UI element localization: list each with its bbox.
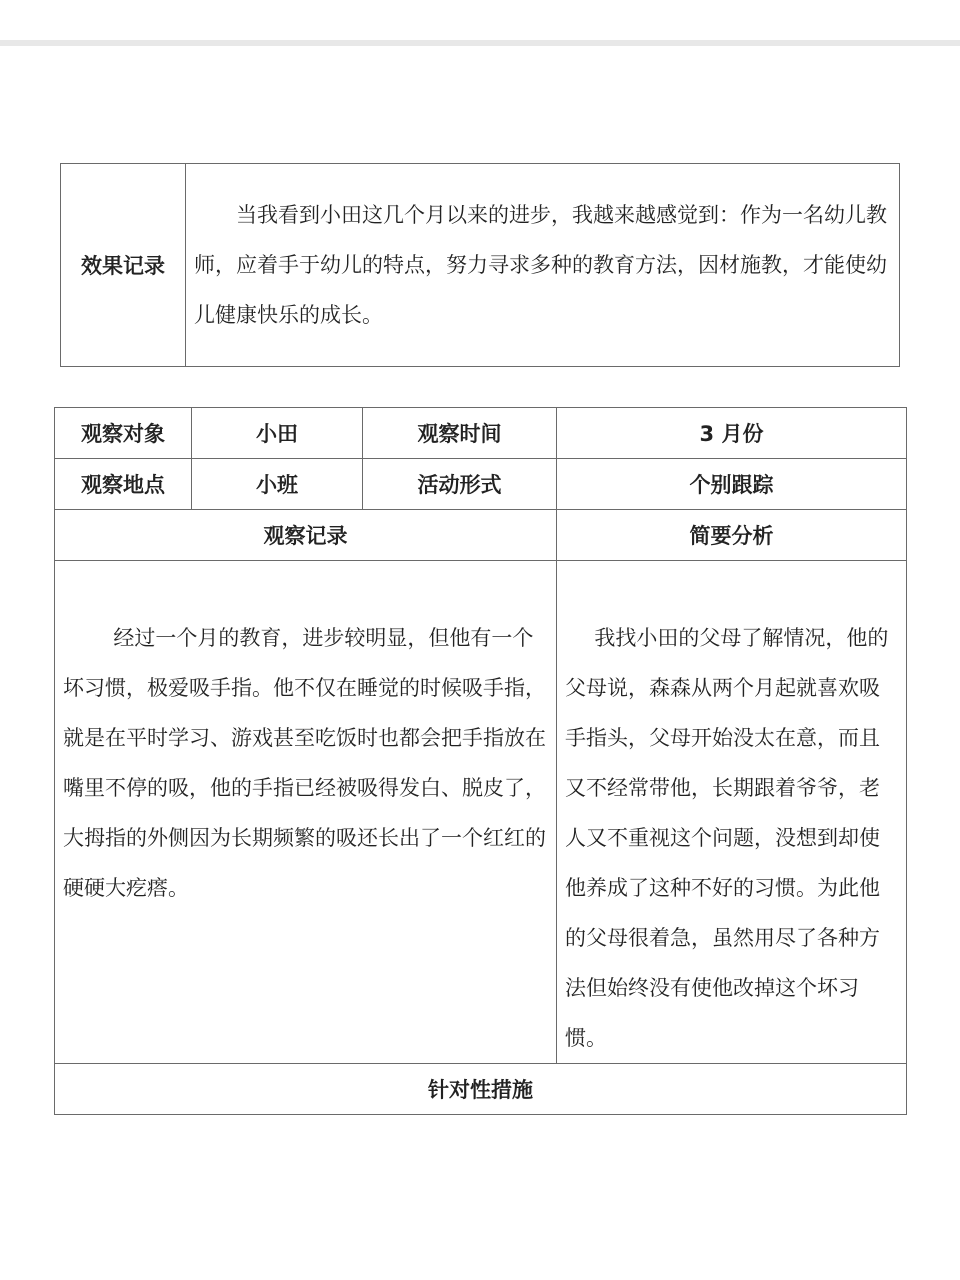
top-divider [0,40,960,46]
observation-subject-value: 小田 [192,408,363,459]
effect-record-text: 当我看到小田这几个月以来的进步，我越来越感觉到：作为一名幼儿教师，应着手于幼儿的特点，努力寻求多种的教育方法，因材施教，才能使幼儿健康快乐的成长。 [186,164,900,367]
record-header: 观察记录 [55,510,557,561]
analysis-header: 简要分析 [557,510,907,561]
analysis-text: 我找小田的父母了解情况，他的父母说，森森从两个月起就喜欢吸手指头，父母开始没太在意，而且又不经常带他，长期跟着爷爷，老人又不重视这个问题，没想到却使他养成了这种不好的习惯。为此他的父母很着急，虽然用尽了各种方法但始终没有使他改掉这个坏习惯。 [565,626,889,1050]
activity-form-value: 个别跟踪 [557,459,907,510]
effect-record-label: 效果记录 [61,164,186,367]
activity-form-label: 活动形式 [363,459,557,510]
observation-table [54,407,907,1115]
record-text: 经过一个月的教育，进步较明显，但他有一个坏习惯，极爱吸手指。他不仅在睡觉的时候吸手指，就是在平时学习、游戏甚至吃饭时也都会把手指放在嘴里不停的吸，他的手指已经被吸得发白、脱皮了，大拇指的外侧因为长期频繁的吸还长出了一个红红的硬硬大疙瘩。 [63,626,546,900]
measures-header: 针对性措施 [55,1064,907,1115]
record-cell [55,561,557,1064]
observation-subject-label: 观察对象 [55,408,192,459]
analysis-cell [557,561,907,1064]
observation-time-label: 观察时间 [363,408,557,459]
effect-record-table [60,163,900,367]
observation-place-value: 小班 [192,459,363,510]
observation-place-label: 观察地点 [55,459,192,510]
observation-time-value: 3 月份 [557,408,907,459]
